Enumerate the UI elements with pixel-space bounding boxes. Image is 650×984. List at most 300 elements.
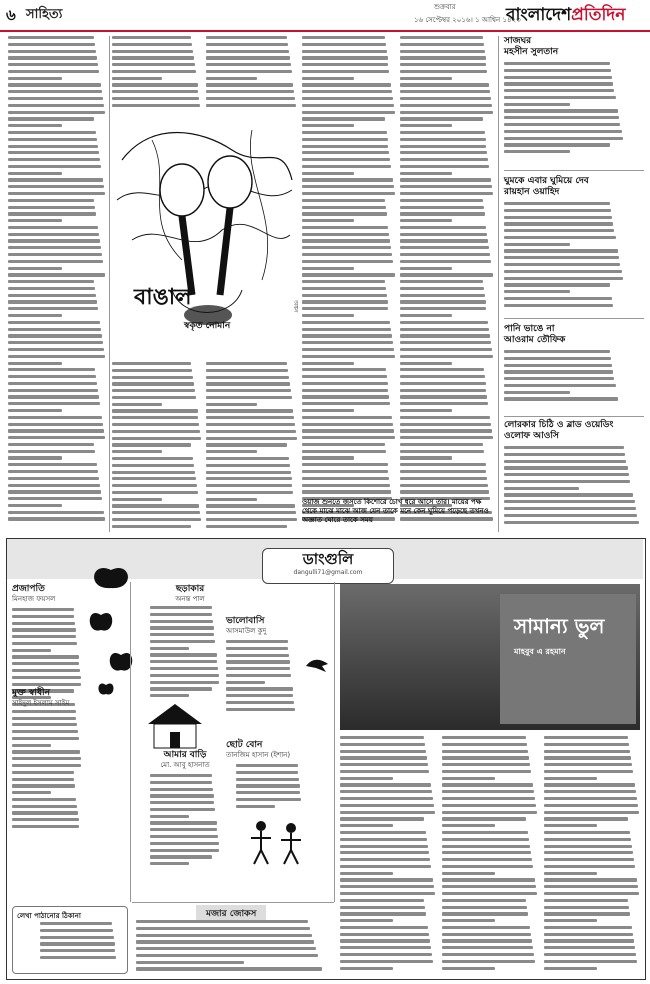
text-line [206,77,257,80]
text-line [12,811,78,814]
text-line [12,723,77,726]
text-line [12,642,77,645]
text-line [150,781,212,784]
text-line [12,730,78,733]
text-line [504,243,570,246]
text-line [8,212,96,215]
text-line [112,50,193,53]
text-line [8,490,101,493]
text-line [504,290,570,293]
text-line [504,222,613,225]
text-line [400,402,488,405]
text-line [8,117,94,120]
day-name: শুক্রবার [434,3,456,11]
text-line [400,456,452,459]
text-line [340,899,424,902]
text-line [112,362,191,365]
text-line [544,831,630,834]
text-line [112,369,192,372]
text-line [504,130,622,133]
text-line [12,635,76,638]
text-line [504,480,630,483]
text-line [150,674,219,677]
text-line [302,77,354,80]
text-line [302,226,388,229]
text-line [302,321,390,324]
text-line [12,676,81,679]
text-line [544,743,629,746]
text-line [504,514,637,517]
text-line [8,56,97,59]
text-line [302,192,395,195]
text-line [12,662,79,665]
text-line [400,97,491,100]
text-line [400,77,452,80]
page-number: ৬ [6,6,16,24]
text-line [8,90,102,93]
text-line [504,473,629,476]
text-line [8,321,100,324]
text-line [12,784,75,787]
poem-text [12,608,82,838]
text-line [302,477,389,480]
text-line [302,382,388,385]
story-title: সামান্য ভুল [514,614,605,638]
text-line [150,794,214,797]
text-line [442,770,531,773]
text-line [226,701,294,704]
text-line [544,790,636,793]
text-line [8,517,105,520]
text-line [400,375,485,378]
text-line [400,178,491,181]
text-line [136,920,308,923]
text-line [504,209,611,212]
poem-4-text [504,446,640,532]
poem-title: লোরকার চিঠি ও ব্লাড ওয়েডিং [504,420,614,430]
text-line [136,961,244,964]
text-line [8,328,101,331]
text-line [136,940,314,943]
text-line [442,906,527,909]
children-figures [246,818,306,868]
text-line [206,477,292,480]
text-line [400,56,486,59]
text-line [206,491,293,494]
text-line [302,436,395,439]
text-line [112,464,194,467]
poem-3 [504,324,644,346]
divider [132,902,334,903]
text-line [504,263,620,266]
text-line [544,912,630,915]
text-line [302,138,388,141]
text-line [504,453,625,456]
text-line [504,150,570,153]
text-line [442,858,532,861]
text-line [8,368,95,371]
text-line [302,158,390,161]
children-poem-mid-2: ভালোবাসি আসমাউল কুদু [226,616,267,635]
bird-icon [304,656,330,674]
text-line [8,206,95,209]
text-line [302,375,387,378]
text-line [226,687,293,690]
text-line [504,350,610,353]
poem-text [150,606,220,706]
text-line [8,124,62,127]
text-line [400,484,488,487]
text-line [340,797,433,800]
text-line [302,287,386,290]
text-line [302,185,394,188]
text-line [236,784,300,787]
text-line [400,131,485,134]
house-illustration [140,700,210,750]
text-line [150,842,219,845]
text-line [340,851,429,854]
text-line [302,239,390,242]
text-line [340,878,433,881]
text-line [340,967,393,970]
text-line [400,36,483,39]
children-poem-left-2: মুক্ত স্বাধীন সাইদুল ইসলাম সাইম [12,688,70,707]
text-line [112,90,198,93]
text-line [136,954,318,957]
text-line [12,669,80,672]
text-line [8,246,101,249]
text-line [544,750,630,753]
text-line [400,389,486,392]
text-line [112,376,193,379]
text-line [340,824,393,827]
text-line [504,397,618,400]
text-line [150,667,218,670]
text-line [302,389,388,392]
jokes-text [136,920,332,976]
text-line [442,750,528,753]
children-poem-mid-1: ছড়াকার অনন্ত পাল [175,584,205,603]
text-line [112,97,199,100]
text-line [226,694,293,697]
text-line [206,382,290,385]
text-line [8,151,99,154]
jokes-title: মজার জোকস [196,905,266,922]
story-column [340,736,436,976]
text-line [340,831,426,834]
text-line [206,504,295,507]
illustration-credit: অঙ্কন [292,300,299,313]
column-divider [334,582,335,902]
text-line [400,355,493,358]
text-line [400,83,489,86]
text-line [12,615,74,618]
text-line [226,667,290,670]
text-line [400,165,489,168]
story-title-box [500,594,636,724]
text-line [136,947,316,950]
text-line [442,960,535,963]
text-line [544,851,633,854]
text-line [400,43,484,46]
text-line [504,297,612,300]
text-line [206,409,293,412]
text-line [150,801,214,804]
text-line [8,416,102,419]
text-line [150,633,214,636]
poem-title: সাজঘর [504,36,532,46]
text-line [206,403,257,406]
text-line [544,770,633,773]
poem-author: আওরাম তৌফিক [504,335,566,345]
text-line [8,436,105,439]
text-line [206,471,291,474]
text-line [12,778,74,781]
text-line [302,355,395,358]
text-line [206,443,287,446]
address-box: লেখা পাঠানোর ঠিকানা [12,906,128,974]
text-line [150,653,217,656]
text-line [302,450,386,453]
text-line [8,300,97,303]
text-line [442,967,495,970]
text-line [442,953,534,956]
text-line [236,771,298,774]
brand-logo: বাংলাদেশপ্রতিদিন [506,5,626,25]
text-line [112,403,162,406]
text-line [340,750,426,753]
text-line [504,236,616,239]
text-line [544,878,637,881]
text-line [206,70,292,73]
text-line [236,805,275,808]
text-line [504,283,610,286]
text-line [400,382,486,385]
text-line [150,862,189,865]
text-line [340,858,430,861]
text-line [8,77,62,80]
text-line [302,443,385,446]
text-line [442,777,495,780]
text-line [302,294,387,297]
text-line [8,97,103,100]
text-line [504,364,612,367]
text-line [302,104,394,107]
story-column-3-top [206,36,298,116]
text-line [340,892,435,895]
text-line [8,280,94,283]
text-line [302,111,395,114]
text-line [504,249,618,252]
text-line [400,206,484,209]
text-line [112,491,198,494]
text-line [8,484,100,487]
story-author: মাহবুব এ রহমান [514,647,566,656]
text-line [8,178,103,181]
text-line [8,429,104,432]
text-line [8,463,97,466]
text-line [544,845,632,848]
text-line [8,50,96,53]
text-line [302,273,395,276]
text-line [302,314,354,317]
text-line [504,103,570,106]
text-line [302,206,386,209]
text-line [206,43,288,46]
text-line [112,416,198,419]
text-line [8,470,98,473]
text-line [206,416,294,419]
text-line [8,253,102,256]
text-line [442,763,530,766]
text-line [504,202,610,205]
text-line [302,36,385,39]
children-poem-mid-3: আমার বাড়ি মো. আবু হাসনাত [160,750,210,769]
text-line [12,798,76,801]
text-line [12,710,76,713]
poem-1 [504,36,644,58]
column-divider [130,582,131,902]
text-line [150,681,219,684]
poem-author: রায়হান ওয়াহিদ [504,187,560,197]
text-line [136,934,312,937]
text-line [12,750,80,753]
text-line [400,253,490,256]
text-line [504,270,622,273]
text-line [340,926,428,929]
text-line [112,70,196,73]
text-line [302,212,387,215]
text-line [400,267,452,270]
text-line [136,927,310,930]
text-line [544,960,637,963]
text-line [226,647,288,650]
text-line [340,777,393,780]
text-line [340,838,427,841]
poem-2-text [504,202,624,312]
text-line [302,409,354,412]
text-line [442,736,526,739]
text-line [112,423,199,426]
text-line [544,872,597,875]
text-line [150,660,217,663]
text-line [544,777,597,780]
text-line [340,946,431,949]
text-line [400,145,486,148]
text-line [8,104,104,107]
text-line [340,811,435,814]
text-line [112,396,196,399]
text-line [544,838,631,841]
text-line [544,926,632,929]
text-line [400,138,486,141]
text-line [8,450,95,453]
text-line [442,783,533,786]
text-line [340,906,425,909]
text-line [302,165,391,168]
text-line [504,487,579,490]
text-line [112,457,193,460]
divider [504,416,644,417]
text-line [504,89,614,92]
text-line [8,172,62,175]
text-line [206,525,287,528]
text-line [400,368,484,371]
text-line [400,443,483,446]
text-line [504,123,620,126]
text-line [302,423,393,426]
text-line [302,83,391,86]
text-line [8,334,102,337]
text-line [302,199,385,202]
text-line [226,708,295,711]
text-line [8,145,98,148]
text-line [302,63,388,66]
text-line [112,83,198,86]
poem-2 [504,176,644,198]
text-line [442,804,536,807]
text-line [112,477,196,480]
text-line [504,507,636,510]
text-line [442,912,528,915]
text-line [400,117,483,120]
text-line [206,63,291,66]
text-line [8,341,103,344]
text-line [400,233,487,236]
text-line [206,423,295,426]
text-line [302,395,389,398]
text-line [544,756,631,759]
text-line [340,912,426,915]
text-line [504,62,610,65]
text-line [8,307,98,310]
text-line [544,783,635,786]
text-line [442,838,529,841]
text-line [400,307,486,310]
text-line [226,681,265,684]
text-line [12,622,75,625]
text-line [400,490,489,493]
text-line [302,151,389,154]
text-line [340,933,429,936]
text-line [136,967,322,970]
text-line [8,389,98,392]
text-line [302,172,354,175]
text-line [206,511,296,514]
text-line [112,430,200,433]
text-line [12,683,81,686]
text-line [504,82,613,85]
text-line [302,43,386,46]
text-line [150,606,212,609]
text-line [340,817,424,820]
text-line [8,456,62,459]
text-line [442,939,532,942]
text-line [340,804,434,807]
text-line [302,56,388,59]
text-line [400,334,490,337]
text-line [340,783,431,786]
text-line [442,946,533,949]
text-line [302,490,391,493]
text-line [544,763,632,766]
text-line [12,717,76,720]
text-line [206,389,291,392]
text-line [400,280,483,283]
text-line [226,654,289,657]
text-line [400,63,486,66]
text-line [544,899,628,902]
